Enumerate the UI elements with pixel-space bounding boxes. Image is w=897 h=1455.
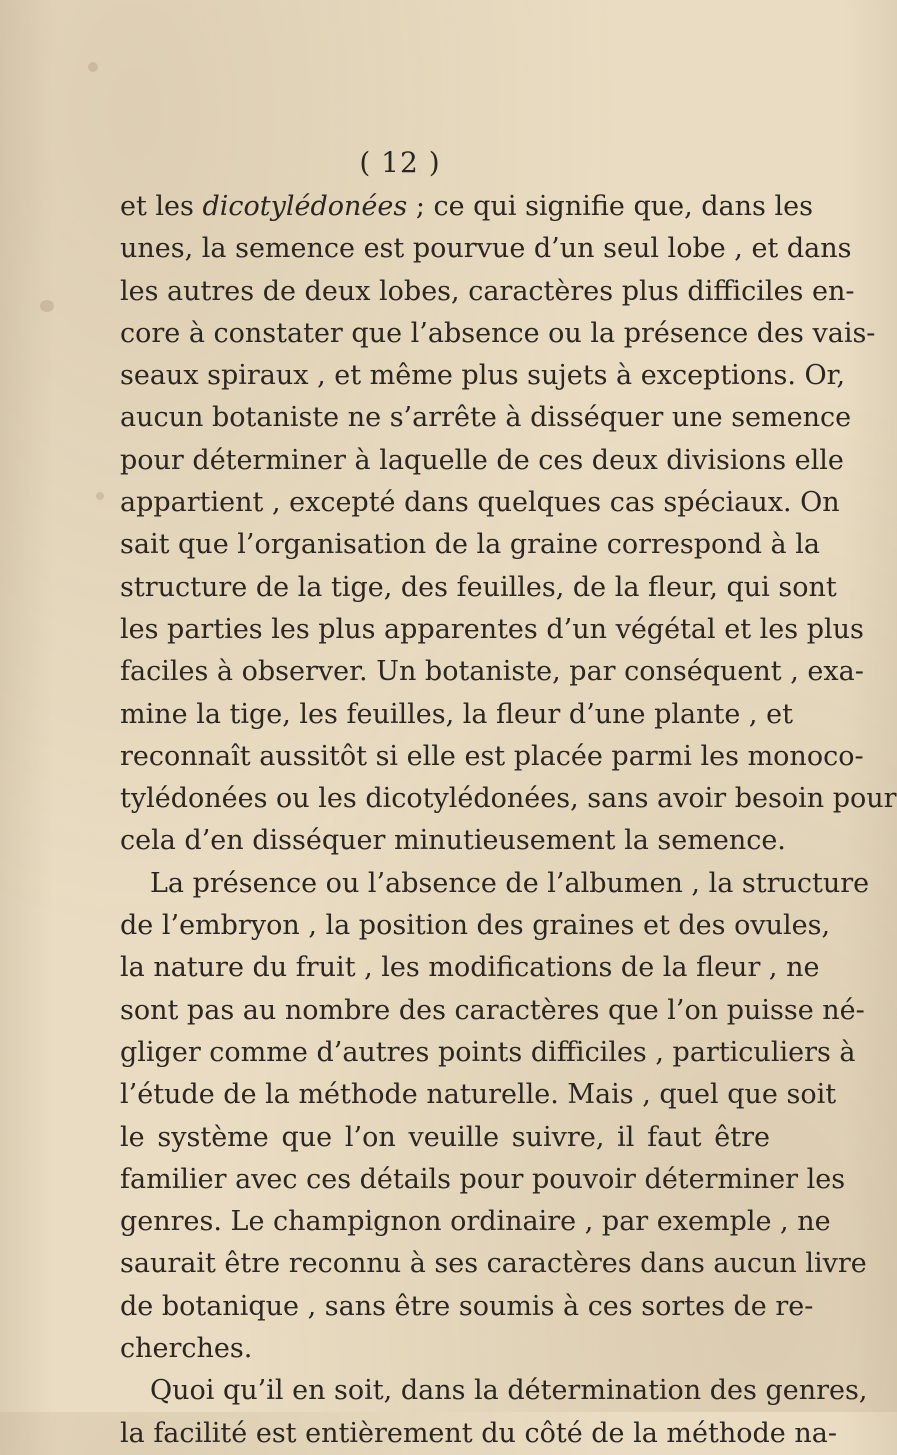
text-line: sait que l’organisation de la graine correspond à la [120,529,820,561]
text-line: pour déterminer à laquelle de ces deux divisions elle [120,444,844,476]
text-line: et les dicotylédonées ; ce qui signifie que, dans les [120,191,813,222]
text-line: reconnaît aussitôt si elle est placée parmi les monoco- [120,740,864,772]
text-line: mine la tige, les feuilles, la fleur d’une plante , et [120,698,793,730]
text-line: cela d’en disséquer minutieusement la semence. [120,825,786,857]
text-line: familier avec ces détails pour pouvoir déterminer les [120,1163,846,1195]
text-line: de l’embryon , la position des graines et des ovules, [120,910,831,942]
text-line: gliger comme d’autres points difficiles , particuliers à [120,1036,856,1068]
text-line: cherches. [120,1333,253,1365]
text-line: genres. Le champignon ordinaire , par exemple , ne [120,1206,831,1238]
text-line: les parties les plus apparentes d’un végétal et les plus [120,613,864,645]
text-line: appartient , excepté dans quelques cas spéciaux. On [120,487,840,519]
text-line: core à constater que l’absence ou la présence des vais- [120,317,876,349]
paper-stain [96,492,104,500]
body-text [120,186,897,1455]
text-line: les autres de deux lobes, caractères plus difficiles en- [120,275,855,307]
paper-stain [88,62,98,72]
text-line: l’étude de la méthode naturelle. Mais , quel que soit [120,1079,837,1111]
text-line: sont pas au nombre des caractères que l’on puisse né- [120,994,865,1026]
text-line: unes, la semence est pourvue d’un seul lobe , et dans [120,233,852,265]
text-line: seaux spiraux , et même plus sujets à exceptions. Or, [120,360,846,392]
text-line: la nature du fruit , les modifications de la fleur , ne [120,952,820,984]
text-line: tylédonées ou les dicotylédonées, sans avoir besoin pour [120,783,897,815]
text-line: faciles à observer. Un botaniste, par conséquent , exa- [120,656,864,688]
page-number: ( 12 ) [359,146,441,179]
text-line: La présence ou l’absence de l’albumen , la structure [150,867,870,899]
text-line: de botanique , sans être soumis à ces sortes de re- [120,1290,814,1322]
text-line: la facilité est entièrement du côté de la méthode na- [120,1417,837,1449]
text-line: aucun botaniste ne s’arrête à disséquer une semence [120,402,852,434]
paper-stain [40,300,54,312]
text-line: le système que l’on veuille suivre, il faut être [120,1121,770,1153]
text-line: structure de la tige, des feuilles, de la fleur, qui sont [120,571,837,603]
text-line: Quoi qu’il en soit, dans la détermination des genres, [150,1375,868,1407]
text-line: saurait être reconnu à ses caractères dans aucun livre [120,1248,867,1280]
